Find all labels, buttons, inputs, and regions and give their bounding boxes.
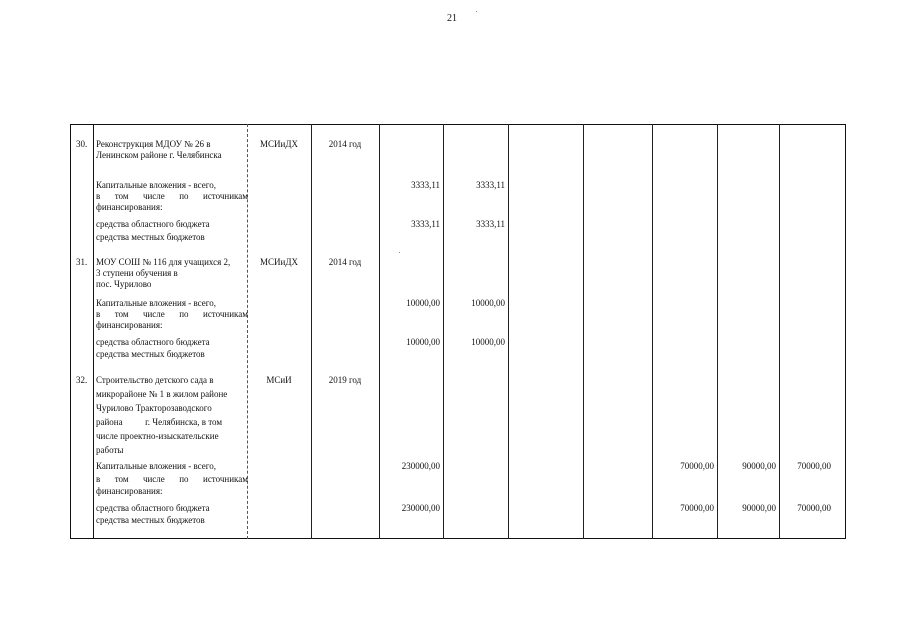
regional-value: 3333,11 — [476, 219, 505, 229]
page-number: 21 — [447, 13, 457, 24]
total-value: 90000,00 — [742, 461, 776, 471]
project-name-line: Чурилово Тракторозаводского — [96, 403, 212, 413]
label-word: в — [96, 191, 101, 201]
implementation-year: 2014 год — [328, 257, 362, 267]
funding-sources-label — [96, 309, 248, 320]
project-name-line: МОУ СОШ № 116 для учащихся 2, — [96, 257, 231, 267]
regional-budget-label: средства областного бюджета — [96, 219, 210, 229]
total-value: 70000,00 — [797, 461, 831, 471]
label-word: по — [179, 309, 189, 319]
funding-label: финансирования: — [96, 486, 163, 496]
total-value: 3333,11 — [476, 180, 505, 190]
project-name-line: Ленинском районе г. Челябинска — [96, 150, 222, 160]
row-number: 30. — [76, 139, 88, 149]
funding-sources-label — [96, 191, 248, 202]
label-word: числе — [142, 191, 165, 201]
label-word: том — [114, 191, 129, 201]
column-divider — [779, 124, 780, 539]
capital-investment-label: Капитальные вложения - всего, — [96, 461, 216, 471]
implementation-year: 2019 год — [328, 375, 362, 385]
label-word: числе — [142, 309, 165, 319]
implementation-year: 2014 год — [328, 139, 362, 149]
total-value: 230000,00 — [401, 461, 440, 471]
responsible-org: МСиИ — [266, 375, 292, 385]
capital-investment-label: Капитальные вложения - всего, — [96, 298, 216, 308]
project-name-line: Строительство детского сада в — [96, 375, 214, 385]
regional-value: 70000,00 — [797, 503, 831, 513]
regional-value: 10000,00 — [471, 337, 505, 347]
project-name-line: работы — [96, 445, 124, 455]
local-budget-label: средства местных бюджетов — [96, 349, 205, 359]
column-divider — [508, 124, 509, 539]
capital-investment-label: Капитальные вложения - всего, — [96, 180, 216, 190]
total-value: 3333,11 — [411, 180, 440, 190]
column-divider — [583, 124, 584, 539]
column-divider — [652, 124, 653, 539]
responsible-org: МСИиДХ — [260, 139, 298, 149]
label-word: источникам — [203, 474, 248, 484]
regional-value: 3333,11 — [411, 219, 440, 229]
label-word: источникам — [203, 309, 248, 319]
total-value: 70000,00 — [680, 461, 714, 471]
project-name-line: числе проектно-изыскательские — [96, 431, 219, 441]
project-name-line: района г. Челябинска, в том — [96, 417, 223, 427]
total-value: 10000,00 — [406, 298, 440, 308]
regional-value: 70000,00 — [680, 503, 714, 513]
funding-label: финансирования: — [96, 320, 163, 330]
local-budget-label: средства местных бюджетов — [96, 515, 205, 525]
regional-value: 10000,00 — [406, 337, 440, 347]
funding-sources-label — [96, 474, 248, 485]
label-word: том — [114, 474, 129, 484]
regional-value: 90000,00 — [742, 503, 776, 513]
responsible-org: МСИиДХ — [260, 257, 298, 267]
funding-label: финансирования: — [96, 202, 163, 212]
label-word: в — [96, 309, 101, 319]
scan-speck — [476, 11, 477, 12]
row-number: 32. — [76, 375, 88, 385]
project-name-line: пос. Чурилово — [96, 279, 152, 289]
regional-value: 230000,00 — [401, 503, 440, 513]
local-budget-label: средства местных бюджетов — [96, 232, 205, 242]
label-word: том — [114, 309, 129, 319]
label-word: в — [96, 474, 101, 484]
project-name-line: микрорайоне № 1 в жилом районе — [96, 389, 228, 399]
label-word: числе — [142, 474, 165, 484]
column-divider — [93, 124, 94, 539]
label-word: источникам — [203, 191, 248, 201]
regional-budget-label: средства областного бюджета — [96, 503, 210, 513]
regional-budget-label: средства областного бюджета — [96, 337, 210, 347]
total-value: 10000,00 — [471, 298, 505, 308]
project-name-line: 3 ступени обучения в — [96, 268, 178, 278]
label-word: по — [179, 191, 189, 201]
column-divider — [311, 124, 312, 539]
label-word: по — [179, 474, 189, 484]
project-name-line: Реконструкция МДОУ № 26 в — [96, 139, 211, 149]
row-number: 31. — [76, 257, 88, 267]
column-divider — [717, 124, 718, 539]
